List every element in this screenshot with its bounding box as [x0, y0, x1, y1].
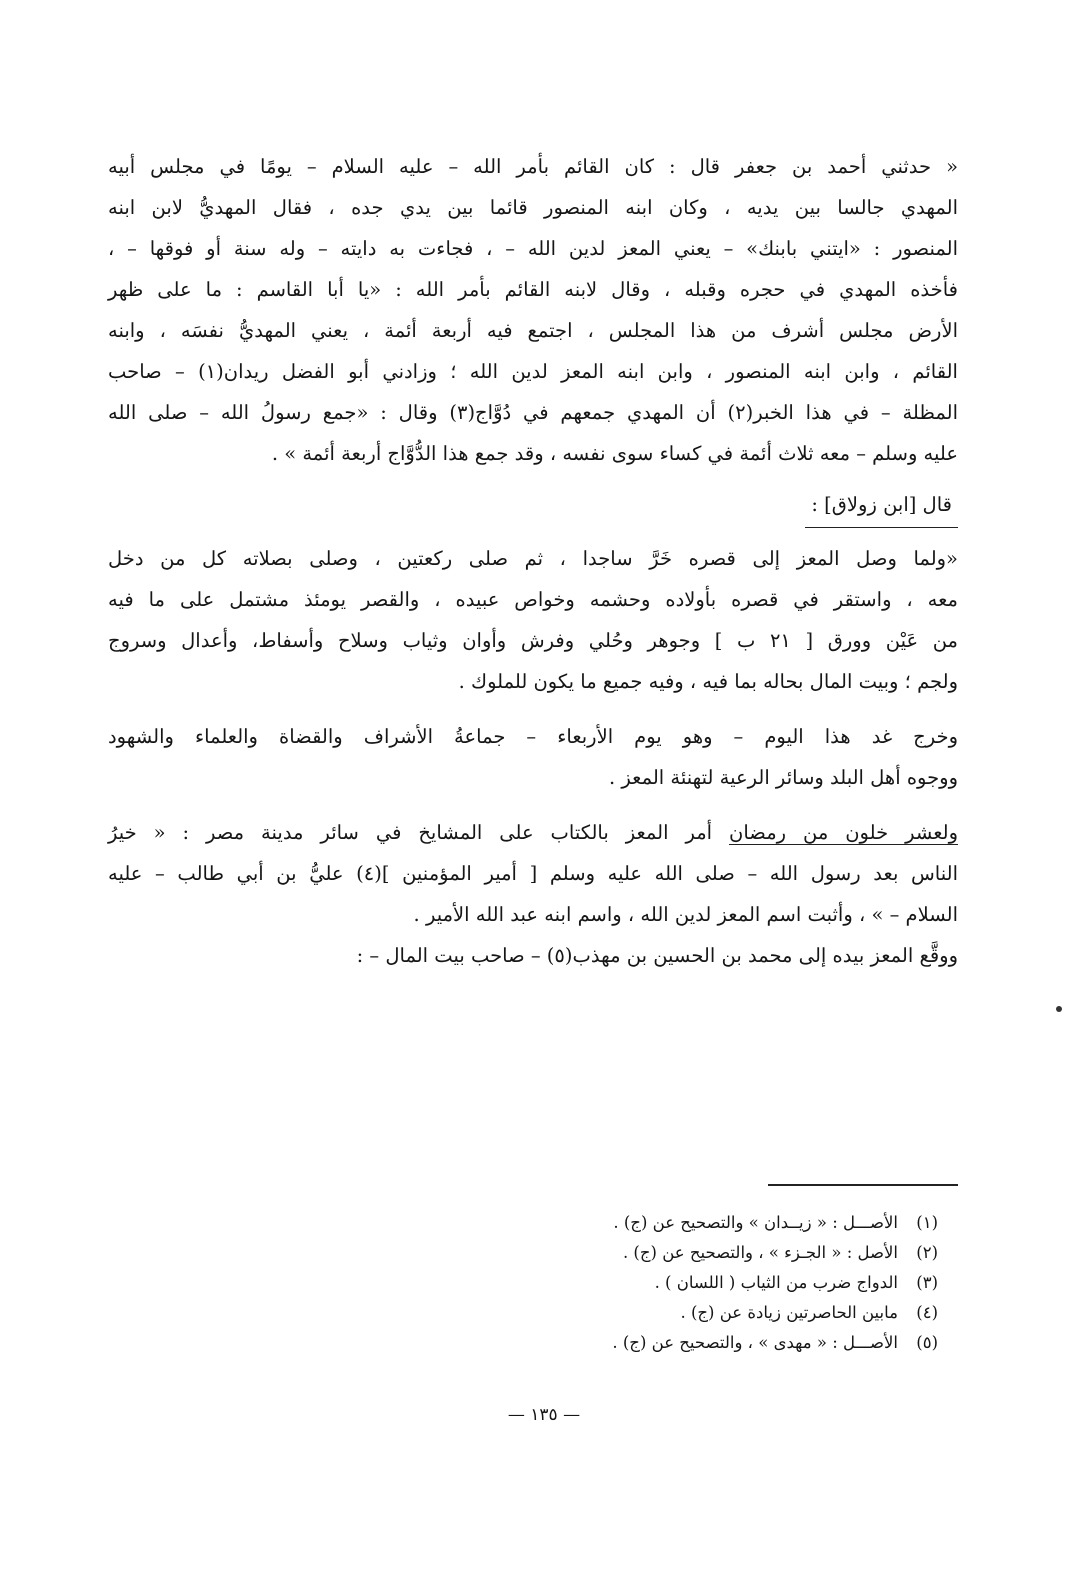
footnote-text: الدواج ضرب من الثياب ( اللسان ) . — [654, 1273, 898, 1292]
text-line: الناس بعد رسول الله – صلى الله عليه وسلم [ أمير المؤمنين ](٤) عليُّ بن أبي طالب – عليه — [108, 862, 958, 885]
footnote — [440, 1208, 938, 1238]
footnote-number: (٢) — [916, 1243, 938, 1262]
footnote — [440, 1268, 938, 1298]
footnote-number: (٥) — [916, 1333, 938, 1352]
footnote — [440, 1298, 938, 1328]
footnote — [440, 1328, 938, 1358]
footnote-text: مابين الحاصرتين زيادة عن (ج) . — [680, 1303, 898, 1322]
text-line: ووجوه أهل البلد وسائر الرعية لتهنئة المعز . — [609, 766, 958, 789]
text-line: « حدثني أحمد بن جعفر قال : كان القائم بأمر الله – عليه السلام – يومًا في مجلس أبيه — [108, 155, 958, 178]
footnote-number: (١) — [916, 1213, 938, 1232]
text-line — [108, 812, 958, 853]
footnote-separator — [768, 1184, 958, 1186]
footnote-text: الأصل : « الجـزء » ، والتصحيح عن (ج) . — [622, 1243, 898, 1262]
text-line: المظلة – في هذا الخبر(٢) أن المهدي جمعهم في دُوَّاج(٣) وقال : «جمع رسولُ الله – صلى الله — [108, 401, 958, 424]
text-line: المهدي جالسا بين يديه ، وكان ابنه المنصور قائما بين يدي جده ، فقال المهديُّ لابن ابنه — [108, 196, 958, 219]
text-line: الأرض مجلس أشرف من هذا المجلس ، اجتمع فيه أربعة أئمة ، يعني المهديُّ نفسَه ، وابنه — [108, 319, 958, 342]
source-label: قال [ابن زولاق] : — [805, 484, 958, 528]
text-line: معه ، واستقر في قصره بأولاده وحشمه وخواص عبيده ، والقصر يومئذ مشتمل على ما فيه — [108, 588, 958, 611]
paragraph-1 — [108, 146, 958, 474]
text-fragment: أمر المعز بالكتاب على المشايخ في سائر مدينة مصر : « خيرُ — [108, 821, 730, 844]
footnote-number: (٤) — [916, 1303, 938, 1322]
source-label-line — [108, 484, 958, 528]
paragraph-5 — [108, 935, 958, 976]
paragraph-2 — [108, 538, 958, 702]
text-line: ولجم ؛ وبيت المال بحاله بما فيه ، وفيه جميع ما يكون للملوك . — [458, 670, 958, 693]
paragraph-3 — [108, 716, 958, 798]
text-line: ووقَّع المعز بيده إلى محمد بن الحسين بن مهذب(٥) – صاحب بيت المال – : — [356, 944, 958, 967]
text-line: عليه وسلم – معه ثلاث أئمة في كساء سوى نفسه ، وقد جمع هذا الدُّوَّاج أربعة أئمة » . — [271, 442, 958, 465]
text-line: القائم ، وابن ابنه المنصور ، وابن ابنه المعز لدين الله ؛ وزادني أبو الفضل ريدان(١) – صاحب — [108, 360, 958, 383]
text-line: وخرج غد هذا اليوم – وهو يوم الأربعاء – جماعةُ الأشراف والقضاة والعلماء والشهود — [108, 725, 958, 748]
text-line: من عَيْن وورق [ ٢١ ب ] وجوهر وحُلي وفرش وأوان وثياب وسلاح وأسفاط، وأعدال وسروج — [108, 629, 958, 652]
page-number: — ١٣٥ — — [507, 1405, 581, 1425]
main-text — [108, 146, 958, 976]
underlined-date: ولعشر خلون من رمضان — [729, 821, 958, 844]
text-line: «ولما وصل المعز إلى قصره خَرَّ ساجدا ، ثم صلى ركعتين ، وصلى بصلاته كل من دخل — [108, 547, 958, 570]
footnote-text: الأصـــل : « مهدى » ، والتصحيح عن (ج) . — [612, 1333, 898, 1352]
footnote-text: الأصـــل : « زيــدان » والتصحيح عن (ج) . — [613, 1213, 898, 1232]
paragraph-4 — [108, 812, 958, 935]
footnotes — [440, 1208, 938, 1358]
text-line: فأخذه المهدي في حجره وقبله ، وقال لابنه القائم بأمر الله : «يا أبا القاسم : ما على ظهر — [108, 278, 958, 301]
text-line: المنصور : «ايتني بابنك» – يعني المعز لدين الله – ، فجاءت به دايته – وله سنة أو فوقها – ، — [108, 237, 958, 260]
margin-dot — [1056, 1006, 1062, 1012]
text-line: السلام – » ، وأثبت اسم المعز لدين الله ، واسم ابنه عبد الله الأمير . — [413, 903, 958, 926]
footnote-number: (٣) — [916, 1273, 938, 1292]
footnote — [440, 1238, 938, 1268]
